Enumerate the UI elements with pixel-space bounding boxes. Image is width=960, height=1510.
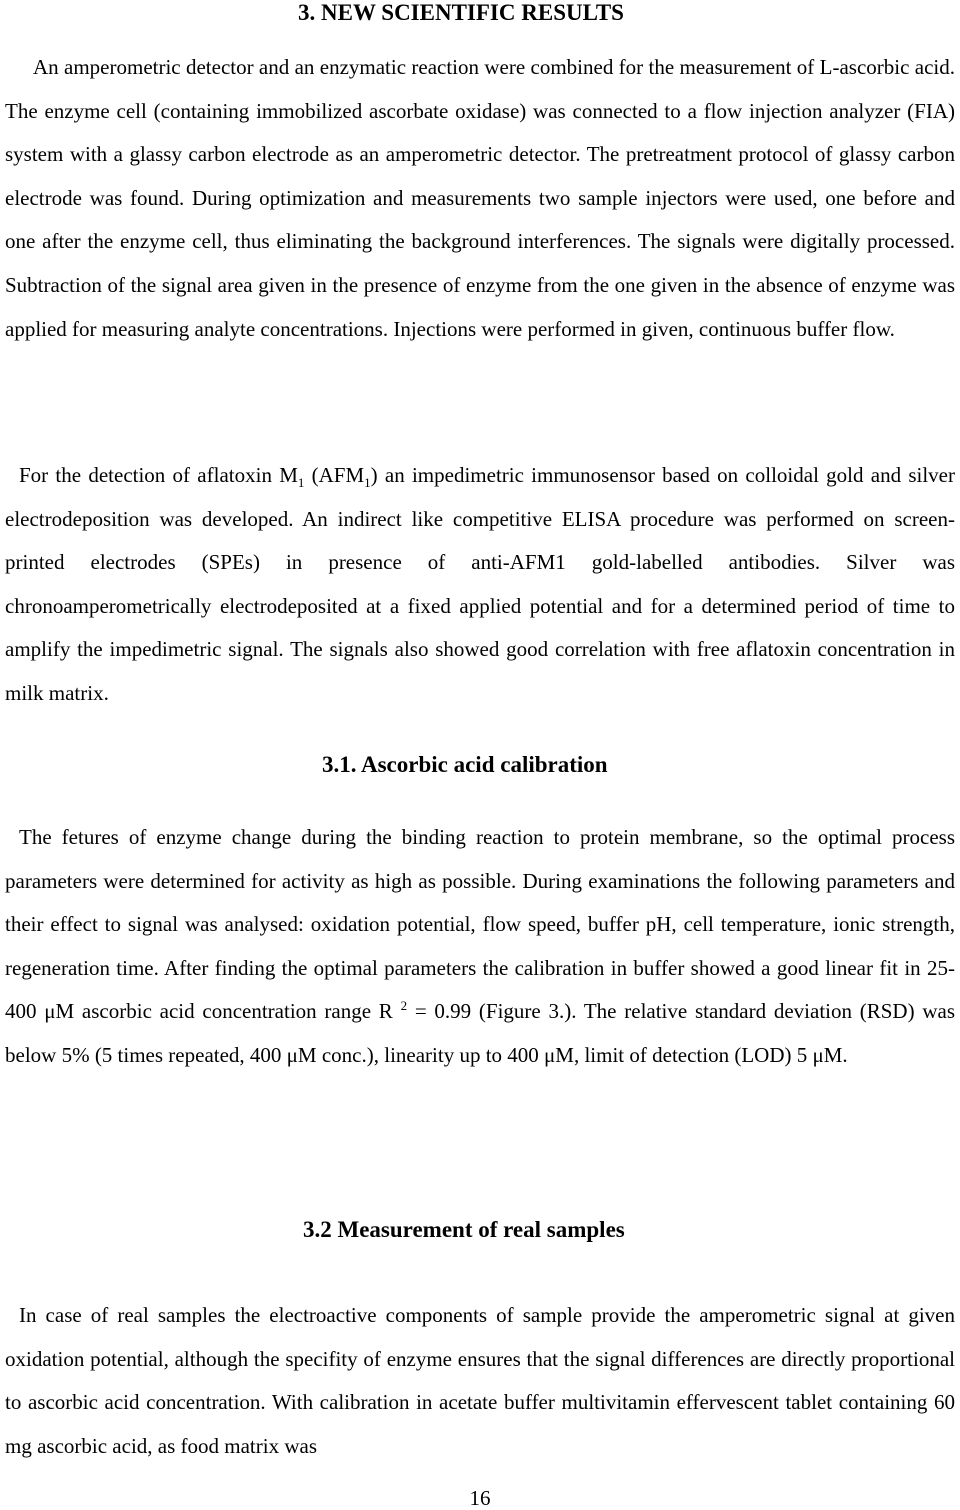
subsection-heading-calibration: 3.1. Ascorbic acid calibration bbox=[322, 752, 608, 777]
intro-paragraph-1-text: An amperometric detector and an enzymatic reaction were combined for the measurement of L-ascorbic acid. The enzyme cell (containing immobilized ascorbate oxidase) was connected to a flow injection analyzer (FIA) system with a glassy carbon electrode as an amperometric detector. The pretreatment protocol of glassy carbon electrode was found. During optimization and measurements two sample injectors were used, one before and one after the enzyme cell, thus eliminating the background interferences. The signals were digitally processed. Subtraction of the signal area given in the presence of enzyme from the one given in the absence of enzyme was applied for measuring analyte concentrations. Injections were performed in given, continuous buffer flow. bbox=[5, 55, 955, 341]
section-heading: 3. NEW SCIENTIFIC RESULTS bbox=[298, 0, 624, 25]
calibration-text-b: = 0.99 (Figure 3.). The relative standard deviation (RSD) was below 5% (5 times repeated, 400 μM conc.), linearity up to 400 μM, limit of detection (LOD) 5 μM. bbox=[5, 999, 955, 1067]
real-samples-paragraph bbox=[5, 1294, 955, 1468]
subscript-2: 1 bbox=[364, 475, 371, 491]
calibration-paragraph bbox=[5, 816, 955, 1078]
real-samples-text: In case of real samples the electroactive components of sample provide the amperometric signal at given oxidation potential, although the specifity of enzyme ensures that the signal differences are directly proportional to ascorbic acid concentration. With calibration in acetate buffer multivitamin effervescent tablet containing 60 mg ascorbic acid, as food matrix was bbox=[5, 1303, 955, 1458]
superscript-2: 2 bbox=[400, 998, 408, 1014]
calibration-text-a: The fetures of enzyme change during the binding reaction to protein membrane, so the optimal process parameters were determined for activity as high as possible. During examinations the following parameters and their effect to signal was analysed: oxidation potential, flow speed, buffer pH, cell temperature, ionic strength, regeneration time. After finding the optimal parameters the calibration in buffer showed a good linear fit in 25-400 μM ascorbic acid concentration range R bbox=[5, 825, 955, 1024]
intro-paragraph-2 bbox=[5, 454, 955, 716]
subsection-heading-real-samples: 3.2 Measurement of real samples bbox=[303, 1217, 625, 1242]
aflatoxin-text-a: For the detection of aflatoxin M bbox=[19, 463, 298, 487]
page-number: 16 bbox=[469, 1486, 491, 1510]
aflatoxin-text-b: (AFM bbox=[304, 463, 365, 487]
subscript-1: 1 bbox=[297, 475, 305, 491]
intro-paragraph-1 bbox=[5, 46, 955, 351]
aflatoxin-text-c: ) an impedimetric immunosensor based on colloidal gold and silver electrodeposition was developed. An indirect like competitive ELISA procedure was performed on screen-printed electrodes (SPEs) in presence of anti-AFM1 gold-labelled antibodies. Silver was chronoamperometrically electrodeposited at a fixed applied potential and for a determined period of time to amplify the impedimetric signal. The signals also showed good correlation with free aflatoxin concentration in milk matrix. bbox=[5, 463, 955, 705]
